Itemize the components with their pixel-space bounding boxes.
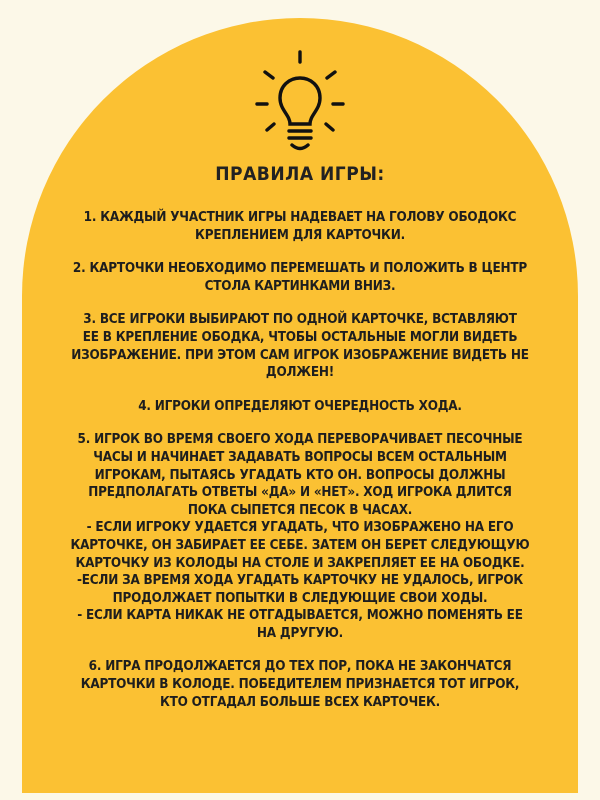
rule-line: КАРТОЧКЕ, ОН ЗАБИРАЕТ ЕЕ СЕБЕ. ЗАТЕМ ОН БЕРЕТ СЛЕДУЮЩУЮ — [70, 537, 530, 553]
rule-line: 4. ИГРОКИ ОПРЕДЕЛЯЮТ ОЧЕРЕДНОСТЬ ХОДА. — [138, 398, 462, 414]
page-title: ПРАВИЛА ИГРЫ: — [215, 163, 385, 185]
rule-line: ИГРОКАМ, ПЫТАЯСЬ УГАДАТЬ КТО ОН. ВОПРОСЫ ДОЛЖНЫ — [94, 467, 506, 483]
rule-item-1 — [60, 209, 540, 244]
rule-line: - ЕСЛИ ИГРОКУ УДАЕТСЯ УГАДАТЬ, ЧТО ИЗОБРАЖЕНО НА ЕГО — [86, 520, 514, 536]
lightbulb-icon — [252, 48, 348, 158]
rule-line: НА ДРУГУЮ. — [256, 625, 344, 641]
rule-line: КАРТОЧКУ ИЗ КОЛОДЫ НА СТОЛЕ И ЗАКРЕПЛЯЕТ ЕЕ НА ОБОДКЕ. — [75, 555, 525, 571]
rule-line: ПОКА СЫПЕТСЯ ПЕСОК В ЧАСАХ. — [187, 502, 413, 518]
rule-line: ПРЕДПОЛАГАТЬ ОТВЕТЫ «ДА» И «НЕТ». ХОД ИГРОКА ДЛИТСЯ — [88, 485, 512, 501]
rule-line: - ЕСЛИ КАРТА НИКАК НЕ ОТГАДЫВАЕТСЯ, МОЖНО ПОМЕНЯТЬ ЕЕ — [77, 608, 523, 624]
rule-item-5 — [60, 431, 540, 642]
rule-line: 2. КАРТОЧКИ НЕОБХОДИМО ПЕРЕМЕШАТЬ И ПОЛОЖИТЬ В ЦЕНТР — [72, 261, 528, 277]
rule-line: КРЕПЛЕНИЕМ ДЛЯ КАРТОЧКИ. — [195, 227, 405, 243]
rule-line: ИЗОБРАЖЕНИЕ. ПРИ ЭТОМ САМ ИГРОК ИЗОБРАЖЕНИЕ ВИДЕТЬ НЕ — [71, 347, 529, 363]
rule-line: ЧАСЫ И НАЧИНАЕТ ЗАДАВАТЬ ВОПРОСЫ ВСЕМ ОСТАЛЬНЫМ — [93, 449, 507, 465]
rule-item-3 — [60, 311, 540, 381]
rule-item-6 — [60, 658, 540, 711]
rule-line: ПРОДОЛЖАЕТ ПОПЫТКИ В СЛЕДУЮЩИЕ СВОИ ХОДЫ. — [112, 590, 488, 606]
rule-item-4 — [60, 398, 540, 416]
rules-list — [60, 209, 540, 727]
rule-line: 6. ИГРА ПРОДОЛЖАЕТСЯ ДО ТЕХ ПОР, ПОКА НЕ ЗАКОНЧАТСЯ — [88, 659, 512, 675]
rule-line: 1. КАЖДЫЙ УЧАСТНИК ИГРЫ НАДЕВАЕТ НА ГОЛОВУ ОБОДОКС — [83, 210, 517, 225]
rule-line: 5. ИГРОК ВО ВРЕМЯ СВОЕГО ХОДА ПЕРЕВОРАЧИВАЕТ ПЕСОЧНЫЕ — [77, 432, 523, 448]
rule-line: КТО ОТГАДАЛ БОЛЬШЕ ВСЕХ КАРТОЧЕК. — [159, 694, 441, 710]
rule-line: ЕЕ В КРЕПЛЕНИЕ ОБОДКА, ЧТОБЫ ОСТАЛЬНЫЕ МОГЛИ ВИДЕТЬ — [82, 329, 518, 345]
rule-line: КАРТОЧКИ В КОЛОДЕ. ПОБЕДИТЕЛЕМ ПРИЗНАЕТСЯ ТОТ ИГРОК, — [80, 677, 520, 693]
rule-line: -ЕСЛИ ЗА ВРЕМЯ ХОДА УГАДАТЬ КАРТОЧКУ НЕ УДАЛОСЬ, ИГРОК — [76, 573, 524, 589]
rule-line: СТОЛА КАРТИНКАМИ ВНИЗ. — [204, 278, 396, 294]
rule-item-2 — [60, 260, 540, 295]
rule-line: 3. ВСЕ ИГРОКИ ВЫБИРАЮТ ПО ОДНОЙ КАРТОЧКЕ, ВСТАВЛЯЮТ — [83, 312, 517, 328]
rule-line: ДОЛЖЕН! — [265, 365, 335, 381]
